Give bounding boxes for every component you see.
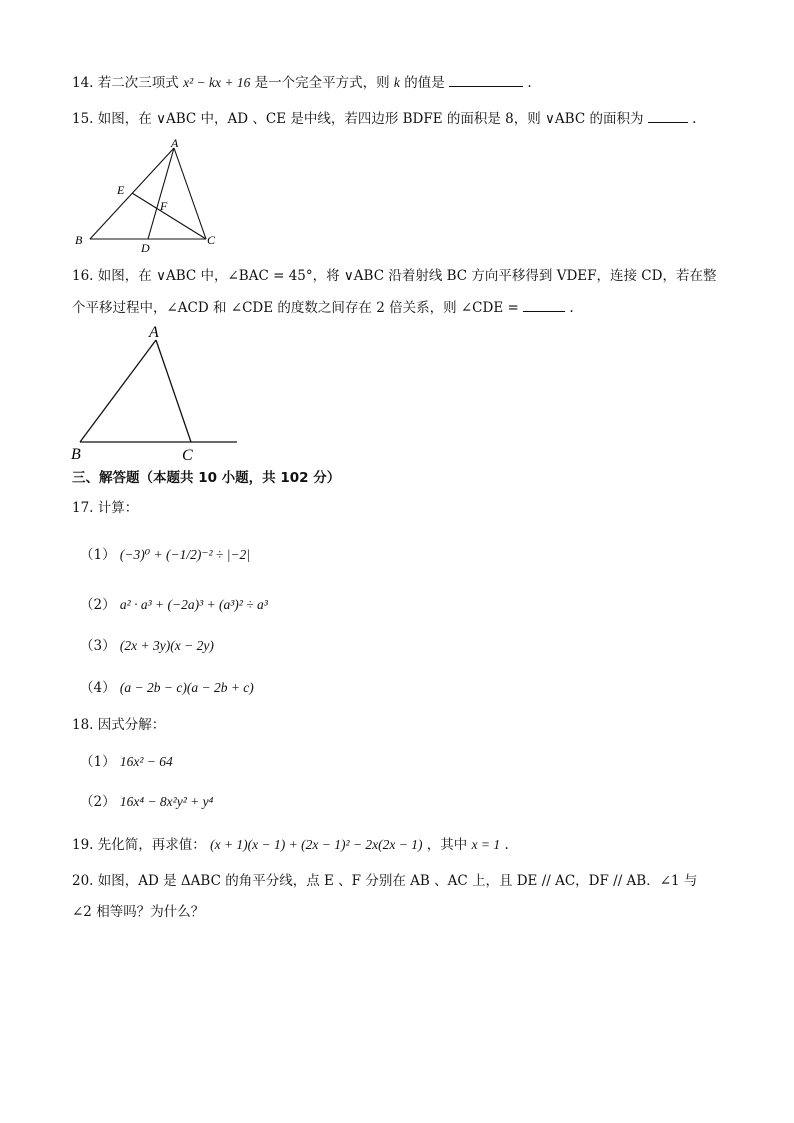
q16-answer-blank[interactable]: [523, 297, 565, 312]
fig16-side-ab: [80, 340, 156, 442]
fig15-label-d: D: [141, 241, 150, 252]
fig15-side-ac: [174, 148, 206, 239]
q18-item-1-expr: 16x² − 64: [119, 754, 173, 769]
fig16-label-a: A: [149, 324, 159, 341]
fig15-label-c: C: [207, 233, 216, 247]
question-18: [72, 715, 734, 735]
q17-item-3-label: （3）: [80, 638, 116, 654]
fig15-median-ce: [132, 193, 206, 239]
question-16-line2: [72, 297, 734, 318]
q17-title: 计算：: [97, 500, 139, 516]
question-17: [72, 498, 734, 518]
q17-item-3-expr: (2x + 3y)(x − 2y): [119, 638, 214, 653]
fig16-side-ac: [156, 340, 191, 442]
q17-item-1-expr: (−3)⁰ + (−1/2)⁻² ÷ |−2|: [119, 547, 250, 562]
question-20-line1: [72, 871, 734, 891]
q19-pre: 先化简，再求值：: [97, 837, 206, 853]
q20-number: 20.: [72, 873, 94, 889]
q17-item-3: [80, 636, 734, 656]
fig16-label-b: B: [71, 446, 81, 463]
question-19: [72, 835, 734, 855]
q17-item-4: [80, 678, 734, 698]
fig16-label-c: C: [182, 447, 193, 464]
q16-line2: 个平移过程中，∠ACD 和 ∠CDE 的度数之间存在 2 倍关系，则 ∠CDE =: [72, 300, 519, 316]
q19-expression: (x + 1)(x − 1) + (2x − 1)² − 2x(2x − 1): [210, 837, 423, 852]
q19-post: ，其中: [426, 837, 468, 853]
q16-number: 16.: [72, 268, 94, 284]
q17-item-2-label: （2）: [80, 597, 116, 613]
q15-text: 如图，在 ∨ABC 中，AD 、CE 是中线，若四边形 BDFE 的面积是 8，则 ∨ABC 的面积为: [97, 111, 644, 127]
q18-item-2-expr: 16x⁴ − 8x²y² + y⁴: [119, 794, 214, 809]
q17-item-1: [80, 545, 734, 565]
q17-item-2: [80, 595, 734, 615]
q20-line1: 如图，AD 是 ΔABC 的角平分线，点 E 、F 分别在 AB 、AC 上，且 DE // AC，DF // AB．∠1 与: [97, 873, 698, 889]
question-14: [72, 72, 734, 93]
fig15-label-e: E: [117, 183, 125, 197]
q19-end: .: [504, 837, 509, 853]
q14-post2: 的值是: [404, 75, 445, 91]
fig15-label-f: F: [160, 199, 168, 213]
fig15-label-b: B: [75, 233, 83, 247]
q20-line2: ∠2 相等吗？为什么？: [72, 904, 205, 920]
q14-post: 是一个完全平方式，则: [254, 75, 390, 91]
q16-line1: 如图，在 ∨ABC 中，∠BAC = 45°，将 ∨ABC 沿着射线 BC 方向平移得到 VDEF，连接 CD，若在整: [97, 268, 717, 284]
q19-number: 19.: [72, 837, 94, 853]
q18-title: 因式分解：: [97, 717, 166, 733]
q17-number: 17.: [72, 500, 94, 516]
q18-item-1: [80, 752, 734, 772]
q15-end: .: [692, 111, 697, 127]
figure-16-triangle: [68, 320, 248, 465]
q18-number: 18.: [72, 717, 94, 733]
q17-item-4-expr: (a − 2b − c)(a − 2b + c): [119, 680, 254, 695]
q14-end: .: [527, 75, 532, 91]
q14-pre: 若二次三项式: [97, 75, 179, 91]
question-20-line2: [72, 902, 734, 922]
q15-number: 15.: [72, 111, 94, 127]
figure-15-triangle: [70, 136, 230, 252]
q14-variable: k: [393, 75, 400, 90]
q14-expression: x² − kx + 16: [183, 75, 251, 90]
q17-item-2-expr: a² · a³ + (−2a)³ + (a³)² ÷ a³: [119, 597, 268, 612]
q18-item-2-label: （2）: [80, 794, 116, 810]
q14-number: 14.: [72, 75, 94, 91]
q16-end: .: [569, 300, 574, 316]
q17-item-4-label: （4）: [80, 680, 116, 696]
section-3-heading: 三、解答题（本题共 10 小题，共 102 分）: [72, 470, 341, 486]
q14-answer-blank[interactable]: [449, 72, 523, 87]
q19-condition: x = 1: [471, 837, 501, 852]
question-15: [72, 108, 734, 129]
fig15-label-a: A: [171, 136, 179, 150]
q15-answer-blank[interactable]: [648, 108, 688, 123]
q18-item-1-label: （1）: [80, 754, 116, 770]
question-16-line1: [72, 266, 734, 286]
q17-item-1-label: （1）: [80, 547, 116, 563]
q18-item-2: [80, 792, 734, 812]
